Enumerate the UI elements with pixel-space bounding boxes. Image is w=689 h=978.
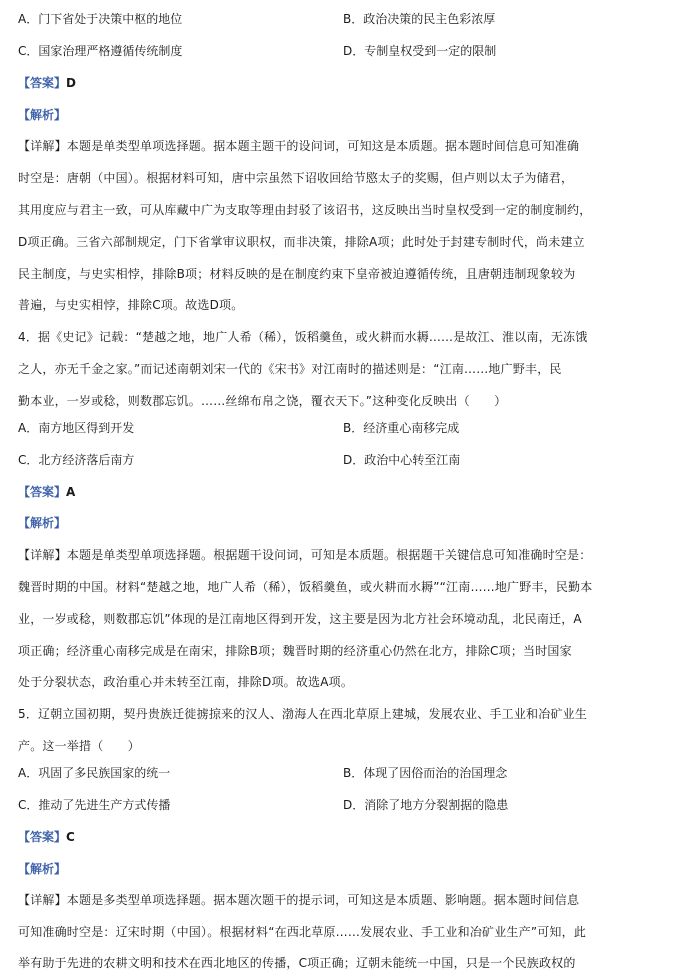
q3-answer: [18, 76, 76, 90]
q5-option-c: C．推动了先进生产方式传播: [18, 798, 171, 812]
q4-option-a: A．南方地区得到开发: [18, 421, 135, 435]
q3-option-a: A．门下省处于决策中枢的地位: [18, 12, 183, 26]
answer-value: D: [66, 76, 76, 90]
answer-value: C: [66, 830, 75, 844]
q5-answer: [18, 830, 75, 844]
q5-option-a: A．巩固了多民族国家的统一: [18, 766, 171, 780]
q5-option-d: D．消除了地方分裂割据的隐患: [343, 798, 509, 812]
q4-detail-line: 项正确；经济重心南移完成是在南宋，排除B项；魏晋时期的经济重心仍然在北方，排除C项；当时国家: [18, 644, 572, 658]
q5-stem-line: 5．辽朝立国初期，契丹贵族迁徙掳掠来的汉人、渤海人在西北草原上建城，发展农业、手工业和冶矿业生: [18, 707, 588, 721]
answer-label: 【答案】: [18, 485, 67, 499]
q4-detail-line: 魏晋时期的中国。材料“楚越之地，地广人希（稀），饭稻羹鱼，或火耕而水耨”“江南……地广野丰，民勤本: [18, 580, 593, 594]
q4-stem-line: 之人，亦无千金之家。”而记述南朝刘宋一代的《宋书》对江南时的描述则是：“江南……地广野丰，民: [18, 362, 562, 376]
q4-option-c: C．北方经济落后南方: [18, 453, 135, 467]
q4-analysis-label: [18, 516, 66, 530]
answer-value: A: [66, 485, 76, 499]
q4-detail-line: 【详解】本题是单类型单项选择题。根据题干设问词，可知是本质题。根据题干关键信息可知准确时空是：: [18, 548, 592, 562]
q5-detail-line: 可知准确时空是：辽宋时期（中国）。根据材料“在西北草原……发展农业、手工业和冶矿业生产”可知，此: [18, 925, 587, 939]
q5-detail-line: 举有助于先进的农耕文明和技术在西北地区的传播，C项正确；辽朝未能统一中国，只是一个民族政权的: [18, 956, 576, 970]
q4-detail-line: 处于分裂状态，政治重心并未转至江南，排除D项。故选A项。: [18, 675, 354, 689]
q3-detail-line: D项正确。三省六部制规定，门下省掌审议职权，而非决策，排除A项；此时处于封建专制时代，尚未建立: [18, 235, 585, 249]
q5-detail-line: 【详解】本题是多类型单项选择题。据本题次题干的提示词，可知这是本质题、影响题。据本题时间信息: [18, 893, 580, 907]
q4-stem-line: 勤本业，一岁或稔，则数郡忘饥。……丝绵布帛之饶，覆衣天下。”这种变化反映出（ ）: [18, 394, 507, 408]
q3-detail-line: 民主制度，与史实相悖，排除B项；材料反映的是在制度约束下皇帝被迫遵循传统，且唐朝违制现象较为: [18, 267, 576, 281]
q3-option-c: C．国家治理严格遵循传统制度: [18, 44, 183, 58]
q5-stem-line: 产。这一举措（ ）: [18, 739, 141, 753]
q3-detail-line: 普遍，与史实相悖，排除C项。故选D项。: [18, 298, 244, 312]
answer-label: 【答案】: [18, 76, 67, 90]
q4-detail-line: 业，一岁或稔，则数郡忘饥”体现的是江南地区得到开发，这主要是因为北方社会环境动乱，北民南迁，A: [18, 612, 582, 626]
q3-analysis-label: [18, 108, 66, 122]
q3-option-b: B．政治决策的民主色彩浓厚: [343, 12, 496, 26]
analysis-label: 【解析】: [18, 862, 67, 876]
analysis-label: 【解析】: [18, 516, 67, 530]
q4-stem-line: 4．据《史记》记载：“楚越之地，地广人希（稀），饭稻羹鱼，或火耕而水耨……是故江、淮以南，无冻饿: [18, 330, 588, 344]
answer-label: 【答案】: [18, 830, 67, 844]
q4-option-b: B．经济重心南移完成: [343, 421, 460, 435]
q5-analysis-label: [18, 862, 66, 876]
q3-option-d: D．专制皇权受到一定的限制: [343, 44, 497, 58]
q3-detail-line: 【详解】本题是单类型单项选择题。据本题主题干的设问词，可知这是本质题。据本题时间信息可知准确: [18, 139, 580, 153]
analysis-label: 【解析】: [18, 108, 67, 122]
q3-detail-line: 时空是：唐朝（中国）。根据材料可知，唐中宗虽然下诏收回给节愍太子的奖赐，但卢则以太子为储君，: [18, 171, 574, 185]
q4-option-d: D．政治中心转至江南: [343, 453, 461, 467]
q5-option-b: B．体现了因俗而治的治国理念: [343, 766, 508, 780]
q3-detail-line: 其用度应与君主一致，可从库藏中广为支取等理由封驳了该诏书，这反映出当时皇权受到一定的制度制约，: [18, 203, 592, 217]
q4-answer: [18, 485, 75, 499]
